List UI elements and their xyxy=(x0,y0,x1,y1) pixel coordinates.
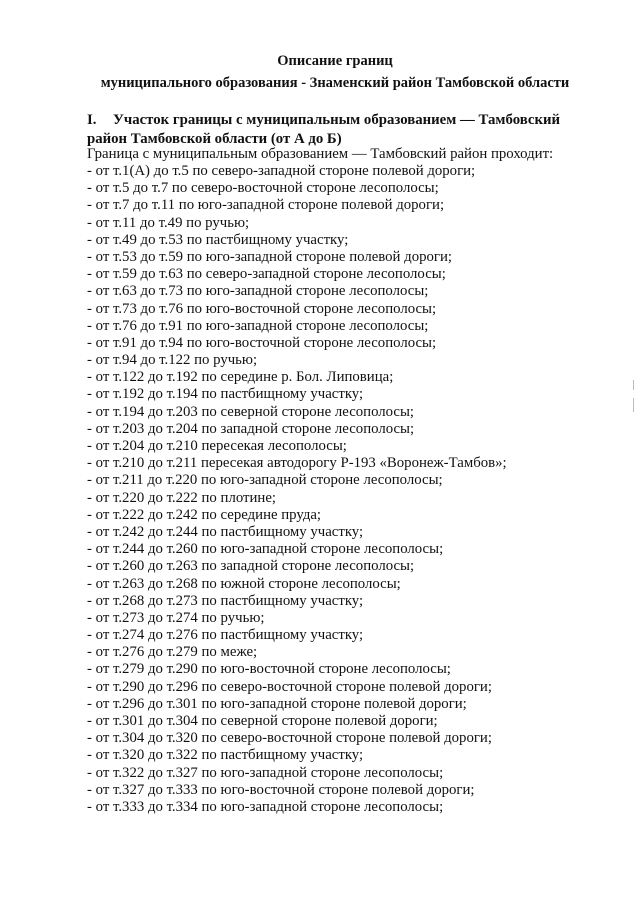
boundary-segment-item: - от т.320 до т.322 по пастбищному участку; xyxy=(87,747,364,764)
boundary-segment-item: - от т.192 до т.194 по пастбищному участку; xyxy=(87,386,364,403)
boundary-segment-item: - от т.327 до т.333 по юго-восточной стороне полевой дороги; xyxy=(87,781,475,798)
boundary-segment-item: - от т.333 до т.334 по юго-западной стороне лесополосы; xyxy=(87,798,444,815)
boundary-segment-item: - от т.322 до т.327 по юго-западной стороне лесополосы; xyxy=(87,764,444,781)
boundary-segment-item: - от т.203 до т.204 по западной стороне лесополосы; xyxy=(87,420,415,437)
boundary-segment-item: - от т.279 до т.290 по юго-восточной стороне лесополосы; xyxy=(87,661,451,678)
boundary-segment-item: - от т.273 до т.274 по ручью; xyxy=(87,609,265,626)
boundary-segment-item: - от т.296 до т.301 по юго-западной стороне полевой дороги; xyxy=(87,695,467,712)
boundary-segment-item: - от т.242 до т.244 по пастбищному участку; xyxy=(87,523,364,540)
section-number: I. xyxy=(87,112,97,128)
scan-speck xyxy=(633,380,634,390)
boundary-segment-item: - от т.49 до т.53 по пастбищному участку; xyxy=(87,231,349,248)
section-heading-text: Участок границы с муниципальным образованием — Тамбовский район Тамбовской области (от А до Б) xyxy=(87,112,561,147)
document-title-line-1: Описание границ xyxy=(277,53,393,69)
boundary-segment-item: - от т.244 до т.260 по юго-западной стороне лесополосы; xyxy=(87,541,444,558)
boundary-segment-item: - от т.76 до т.91 по юго-западной стороне лесополосы; xyxy=(87,317,429,334)
boundary-segment-item: - от т.11 до т.49 по ручью; xyxy=(87,214,250,231)
boundary-segment-item: - от т.268 до т.273 по пастбищному участку; xyxy=(87,592,364,609)
boundary-segment-item: - от т.211 до т.220 по юго-западной стороне лесополосы; xyxy=(87,472,443,489)
boundary-segment-item: - от т.5 до т.7 по северо-восточной стороне лесополосы; xyxy=(87,180,439,197)
section-intro: Граница с муниципальным образованием — Тамбовский район проходит: xyxy=(87,146,554,162)
document-title-line-2: муниципального образования - Знаменский район Тамбовской области xyxy=(100,75,570,91)
boundary-segment-item: - от т.73 до т.76 по юго-восточной стороне лесополосы; xyxy=(87,300,437,317)
boundary-segment-item: - от т.304 до т.320 по северо-восточной стороне полевой дороги; xyxy=(87,730,492,747)
boundary-segment-item: - от т.276 до т.279 по меже; xyxy=(87,644,258,661)
boundary-segment-item: - от т.301 до т.304 по северной стороне полевой дороги; xyxy=(87,713,438,729)
scan-speck xyxy=(633,398,634,412)
section-heading xyxy=(87,111,587,149)
boundary-segment-item: - от т.260 до т.263 по западной стороне лесополосы; xyxy=(87,558,415,575)
boundary-segment-item: - от т.1(А) до т.5 по северо-западной стороне полевой дороги; xyxy=(87,163,476,179)
boundary-segment-item: - от т.210 до т.211 пересекая автодорогу Р-193 «Воронеж-Тамбов»; xyxy=(87,455,507,472)
boundary-segment-item: - от т.63 до т.73 по юго-западной стороне лесополосы; xyxy=(87,283,429,300)
boundary-segment-item: - от т.290 до т.296 по северо-восточной стороне полевой дороги; xyxy=(87,678,492,695)
boundary-segment-item: - от т.220 до т.222 по плотине; xyxy=(87,489,277,506)
boundary-segment-list xyxy=(87,163,507,816)
boundary-segment-item: - от т.91 до т.94 по юго-восточной стороне лесополосы; xyxy=(87,334,437,351)
boundary-segment-item: - от т.59 до т.63 по северо-западной стороне лесополосы; xyxy=(87,266,446,283)
boundary-segment-item: - от т.222 до т.242 по середине пруда; xyxy=(87,506,322,523)
boundary-segment-item: - от т.263 до т.268 по южной стороне лесополосы; xyxy=(87,575,401,592)
boundary-segment-item: - от т.94 до т.122 по ручью; xyxy=(87,352,258,369)
boundary-segment-item: - от т.7 до т.11 по юго-западной стороне полевой дороги; xyxy=(87,197,445,214)
boundary-segment-item: - от т.122 до т.192 по середине р. Бол. Липовица; xyxy=(87,369,394,386)
boundary-segment-item: - от т.194 до т.203 по северной стороне лесополосы; xyxy=(87,403,415,420)
boundary-segment-item: - от т.274 до т.276 по пастбищному участку; xyxy=(87,627,364,644)
boundary-segment-item: - от т.53 до т.59 по юго-западной стороне полевой дороги; xyxy=(87,248,453,265)
boundary-segment-item: - от т.204 до т.210 пересекая лесополосы; xyxy=(87,438,347,454)
